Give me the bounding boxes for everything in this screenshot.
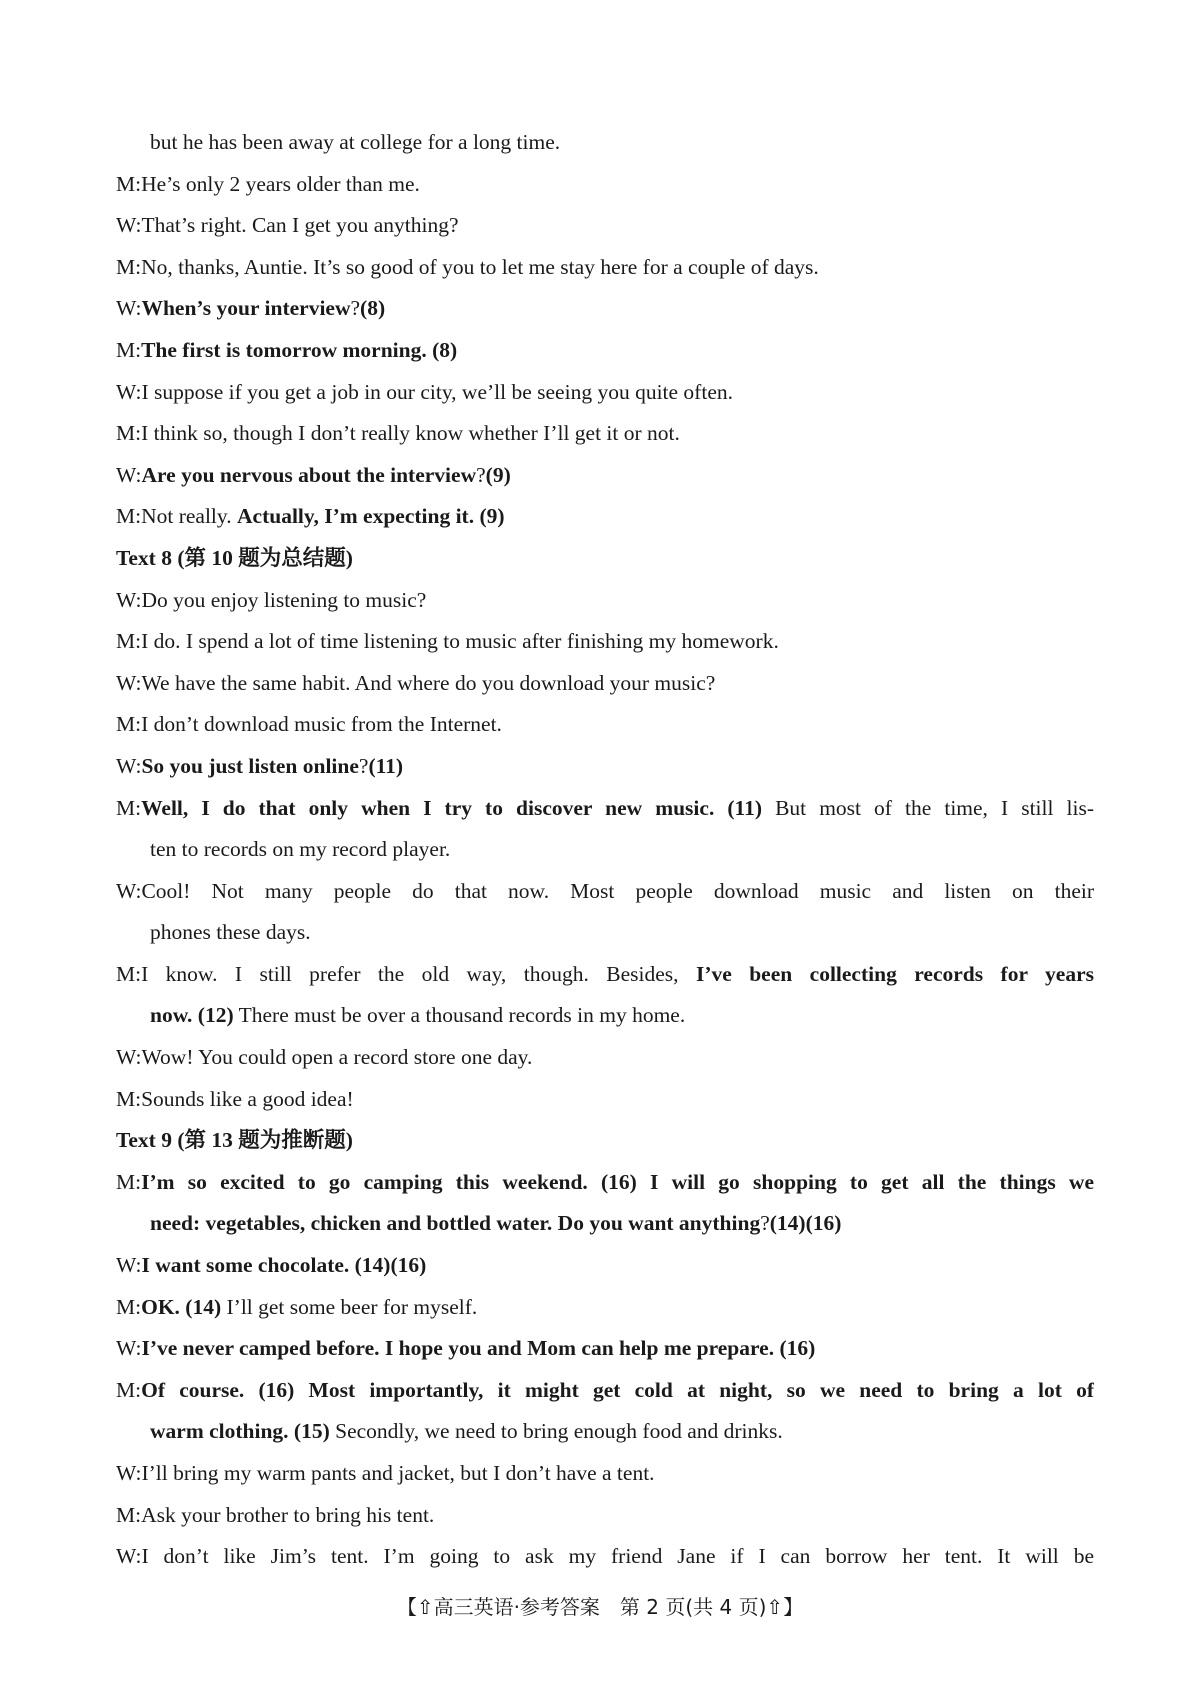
transcript-body: [0, 122, 1200, 1578]
line-text: W:I don’t like Jim’s tent. I’m going to ask my friend Jane if I can borrow her tent. It will be: [116, 1544, 1094, 1569]
line-text: But most of the time, I still lis-: [762, 795, 1094, 820]
bold-answer-text: warm clothing. (15): [150, 1419, 330, 1444]
dialogue-line: [0, 372, 1200, 414]
bold-answer-text: Of course. (16) Most importantly, it might get cold at night, so we need to bring a lot of: [141, 1377, 1094, 1402]
bold-answer-text: I’ve never camped before. I hope you and Mom can help me prepare. (16): [141, 1336, 816, 1361]
dialogue-line: [0, 871, 1094, 913]
dialogue-line: [0, 1453, 1200, 1495]
line-text: Text 8 (第 10 题为总结题): [116, 545, 353, 570]
dialogue-line: [0, 413, 1200, 455]
up-arrow-icon: ⇧: [766, 1595, 784, 1619]
bold-answer-text: I’ve been collecting records for years: [695, 961, 1094, 986]
bold-answer-text: The first is tomorrow morning. (8): [141, 337, 458, 362]
line-text: ?: [760, 1211, 770, 1236]
up-arrow-icon: ⇧: [416, 1595, 434, 1619]
dialogue-line: [0, 1079, 1200, 1121]
bold-answer-text: (11): [368, 753, 404, 778]
dialogue-line: [0, 1245, 1200, 1287]
dialogue-line: [0, 496, 1200, 538]
section-heading: [0, 1120, 1200, 1162]
page-footer: [0, 1591, 1200, 1620]
line-text: ?: [350, 296, 361, 321]
dialogue-line: [0, 621, 1200, 663]
line-text: W:Cool! Not many people do that now. Most people download music and listen on their: [116, 878, 1094, 903]
line-text: phones these days.: [150, 920, 311, 945]
dialogue-line: [0, 663, 1200, 705]
bold-answer-text: Are you nervous about the interview: [141, 462, 477, 487]
line-text: ?: [476, 462, 486, 487]
bold-answer-text: now. (12): [150, 1003, 234, 1028]
dialogue-line: [0, 580, 1200, 622]
section-heading: [0, 538, 1200, 580]
footer-text: 高三英语·参考答案 第 2 页(共 4 页): [433, 1595, 767, 1619]
dialogue-line: [0, 1536, 1094, 1578]
line-text: There must be over a thousand records in my home.: [233, 1003, 686, 1028]
dialogue-line: [0, 746, 1200, 788]
bold-answer-text: Well, I do that only when I try to discover new music. (11): [141, 795, 763, 820]
line-text: W:: [116, 1253, 142, 1278]
bold-answer-text: (8): [360, 296, 386, 321]
dialogue-line: [0, 247, 1200, 289]
line-text: W:Wow! You could open a record store one day.: [116, 1045, 533, 1070]
footer-right-bracket: 】: [783, 1595, 804, 1619]
dialogue-line: [0, 829, 1200, 871]
line-text: W:I’ll bring my warm pants and jacket, but I don’t have a tent.: [116, 1461, 655, 1485]
line-text: W:That’s right. Can I get you anything?: [116, 213, 459, 238]
line-text: M:I do. I spend a lot of time listening to music after finishing my homework.: [116, 629, 779, 654]
line-text: Secondly, we need to bring enough food and drinks.: [329, 1419, 783, 1444]
dialogue-line: [0, 954, 1094, 996]
line-text: ten to records on my record player.: [150, 837, 451, 862]
bold-answer-text: (9): [485, 462, 511, 487]
line-text: M:: [116, 337, 142, 362]
line-text: M:I know. I still prefer the old way, though. Besides,: [116, 961, 696, 986]
line-text: W:I suppose if you get a job in our city, we’ll be seeing you quite often.: [116, 379, 733, 404]
line-text: but he has been away at college for a long time.: [150, 130, 561, 154]
dialogue-line: [0, 122, 1200, 164]
dialogue-line: [0, 788, 1094, 830]
bold-answer-text: I’m so excited to go camping this weekend. (16) I will go shopping to get all the things we: [141, 1169, 1094, 1194]
bold-answer-text: OK. (14): [141, 1294, 222, 1319]
bold-answer-text: I want some chocolate. (14)(16): [141, 1253, 427, 1278]
line-text: W:: [116, 462, 142, 487]
line-text: W:: [116, 1336, 142, 1361]
dialogue-line: [0, 912, 1200, 954]
dialogue-line: [0, 455, 1200, 497]
line-text: W:: [116, 753, 142, 778]
line-text: M:Sounds like a good idea!: [116, 1086, 354, 1111]
line-text: M:He’s only 2 years older than me.: [116, 171, 420, 196]
line-text: W:We have the same habit. And where do you download your music?: [116, 670, 716, 695]
line-text: M:Not really.: [116, 504, 238, 529]
bold-answer-text: need: vegetables, chicken and bottled water. Do you want anything: [150, 1211, 761, 1236]
dialogue-line: [0, 1287, 1200, 1329]
line-text: M:: [116, 1294, 142, 1319]
line-text: M:Ask your brother to bring his tent.: [116, 1502, 435, 1527]
line-text: W:: [116, 296, 142, 321]
line-text: I’ll get some beer for myself.: [221, 1294, 478, 1319]
bold-answer-text: (14)(16): [769, 1211, 842, 1236]
dialogue-line: [0, 288, 1200, 330]
dialogue-line: [0, 164, 1200, 206]
dialogue-line: [0, 1370, 1094, 1412]
line-text: M:I think so, though I don’t really know whether I’ll get it or not.: [116, 421, 680, 446]
line-text: W:Do you enjoy listening to music?: [116, 587, 427, 612]
bold-answer-text: When’s your interview: [141, 296, 351, 321]
footer-left-bracket: 【: [396, 1595, 417, 1619]
dialogue-line: [0, 1411, 1200, 1453]
line-text: M:I don’t download music from the Internet.: [116, 712, 502, 737]
dialogue-line: [0, 205, 1200, 247]
dialogue-line: [0, 1037, 1200, 1079]
line-text: M:: [116, 795, 142, 820]
line-text: M:: [116, 1377, 142, 1402]
dialogue-line: [0, 704, 1200, 746]
dialogue-line: [0, 330, 1200, 372]
dialogue-line: [0, 1162, 1094, 1204]
line-text: M:: [116, 1169, 142, 1194]
bold-answer-text: So you just listen online: [141, 753, 359, 778]
line-text: Text 9 (第 13 题为推断题): [116, 1128, 353, 1153]
bold-answer-text: Actually, I’m expecting it. (9): [237, 504, 505, 529]
dialogue-line: [0, 1495, 1200, 1537]
line-text: M:No, thanks, Auntie. It’s so good of you to let me stay here for a couple of days.: [116, 254, 819, 279]
dialogue-line: [0, 1328, 1200, 1370]
dialogue-line: [0, 1203, 1200, 1245]
line-text: ?: [358, 753, 369, 778]
dialogue-line: [0, 995, 1200, 1037]
